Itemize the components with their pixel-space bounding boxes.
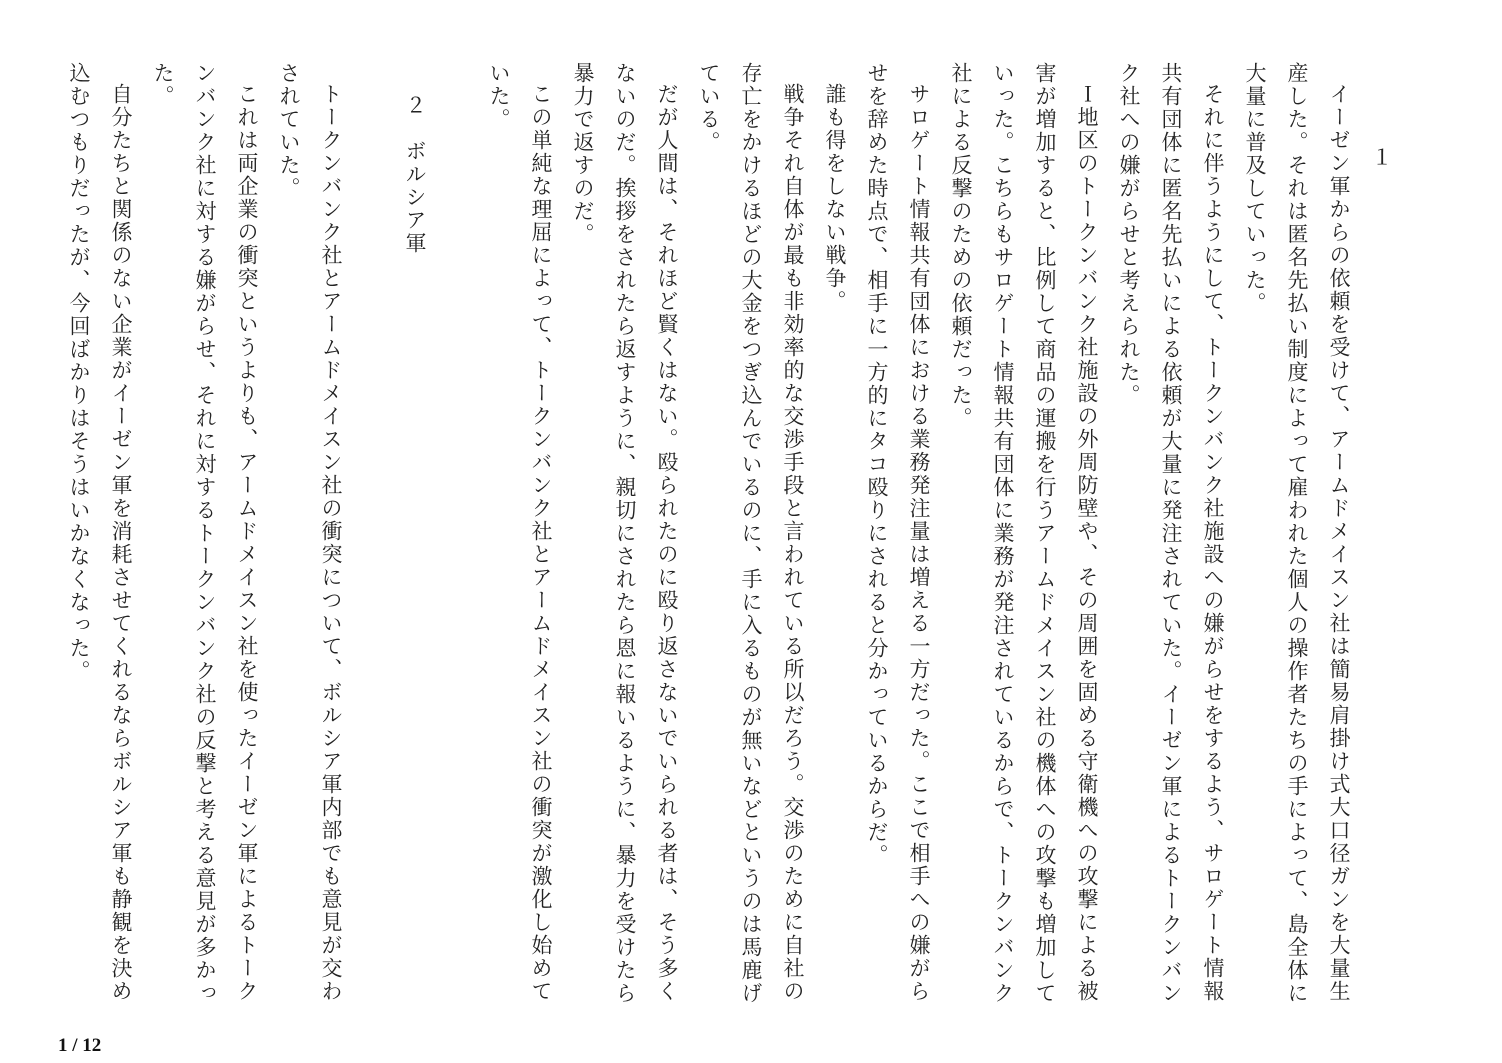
paragraph: これは両企業の衝突というよりも、アームドメイスン社を使ったイーゼン軍によるトークンバンク社に対する嫌がらせ、それに対するトークンバンク社の反撃と考える意見が多かった。: [151, 62, 259, 1005]
paragraph: 自分たちと関係のない企業がイーゼン軍を消耗させてくれるならボルシア軍も静観を決め込むつもりだったが、今回ばかりはそうはいかなくなった。: [67, 62, 133, 1003]
paragraph: イーゼン軍からの依頼を受けて、アームドメイスン社は簡易肩掛け式大口径ガンを大量生産した。それは匿名先払い制度によって雇われた個人の操作者たちの手によって、島全体に大量に普及していった。: [1243, 62, 1351, 1005]
section-1-heading: １: [1369, 146, 1393, 169]
vertical-body-text: [42, 62, 1402, 1022]
blank-line: [352, 62, 394, 1022]
paragraph: トークンバンク社とアームドメイスン社の衝突について、ボルシア軍内部でも意見が交わされていた。: [277, 62, 343, 1003]
paragraph: サロゲート情報共有団体における業務発注量は増える一方だった。ここで相手への嫌がらせを辞めた時点で、相手に一方的にタコ殴りにされると分かっているからだ。: [865, 62, 931, 1003]
section-2-heading: ２ ボルシア軍: [403, 93, 427, 255]
paragraph: この単純な理屈によって、トークンバンク社とアームドメイスン社の衝突が激化し始めていた。: [487, 62, 553, 1003]
paragraph: だが人間は、それほど賢くはない。殴られたのに殴り返さないでいられる者は、そう多くないのだ。挨拶をされたら返すように、親切にされたら恩に報いるように、暴力を受けたら暴力で返すのだ。: [571, 62, 679, 1005]
paragraph: それに伴うようにして、トークンバンク社施設への嫌がらせをするよう、サロゲート情報共有団体に匿名先払いによる依頼が大量に発注されていた。イーゼン軍によるトークンバンク社への嫌がらせと考えられた。: [1117, 62, 1225, 1005]
page-number: 1 / 12: [58, 1035, 102, 1056]
paragraph: 戦争それ自体が最も非効率的な交渉手段と言われている所以だろう。交渉のために自社の存亡をかけるほどの大金をつぎ込んでいるのに、手に入るものが無いなどというのは馬鹿げている。: [697, 62, 805, 1005]
blank-line: [436, 62, 478, 1022]
paragraph: Ｉ地区のトークンバンク社施設の外周防壁や、その周囲を固める守衛機への攻撃による被害が増加すると、比例して商品の運搬を行うアームドメイスン社の機体への攻撃も増加していった。こちらもサロゲート情報共有団体に業務が発注されているからで、トークンバンク社による反撃のための依頼だった。: [949, 62, 1099, 1005]
paragraph: 誰も得をしない戦争。: [823, 83, 847, 313]
